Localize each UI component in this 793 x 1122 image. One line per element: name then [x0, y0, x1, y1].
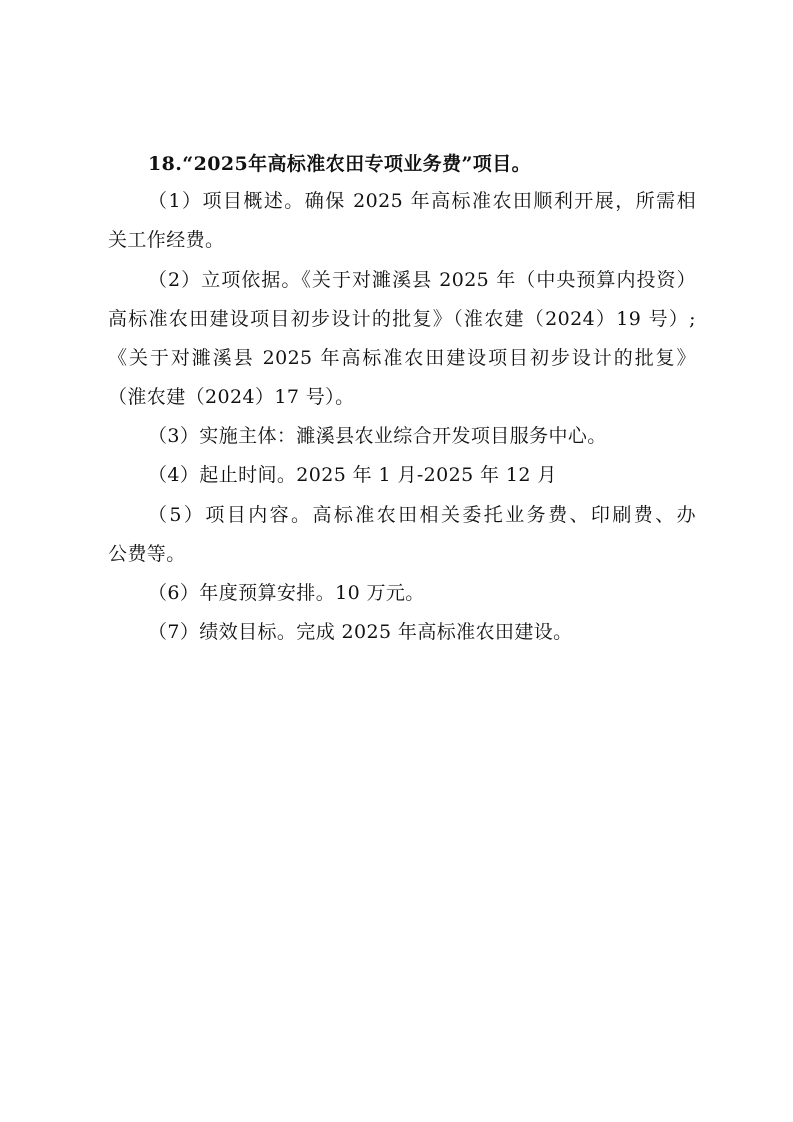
item-2-line-3: 《关于对濉溪县 2025 年高标准农田建设项目初步设计的批复》: [108, 347, 696, 369]
item-2-line-2: 高标准农田建设项目初步设计的批复》（淮农建（2024）19 号）;: [108, 308, 696, 330]
item-7-line-1: （7）绩效目标。完成 2025 年高标准农田建设。: [148, 621, 573, 643]
item-1-line-2: 关工作经费。: [108, 229, 225, 251]
item-6-line-1: （6）年度预算安排。10 万元。: [148, 582, 425, 604]
item-2-line-1: （2）立项依据。《关于对濉溪县 2025 年（中央预算内投资）: [148, 269, 696, 291]
item-5-line-2: 公费等。: [108, 543, 186, 565]
item-4-line-1: （4）起止时间。2025 年 1 月-2025 年 12 月: [148, 464, 557, 486]
item-5-line-1: （5）项目内容。高标准农田相关委托业务费、印刷费、办: [148, 504, 696, 526]
item-3-line-1: （3）实施主体：濉溪县农业综合开发项目服务中心。: [148, 425, 607, 447]
section-heading: 18.“2025年高标准农田专项业务费”项目。: [148, 153, 531, 175]
item-2-line-4: （淮农建（2024）17 号）。: [108, 386, 355, 408]
item-1-line-1: （1）项目概述。确保 2025 年高标准农田顺利开展，所需相: [148, 190, 696, 212]
